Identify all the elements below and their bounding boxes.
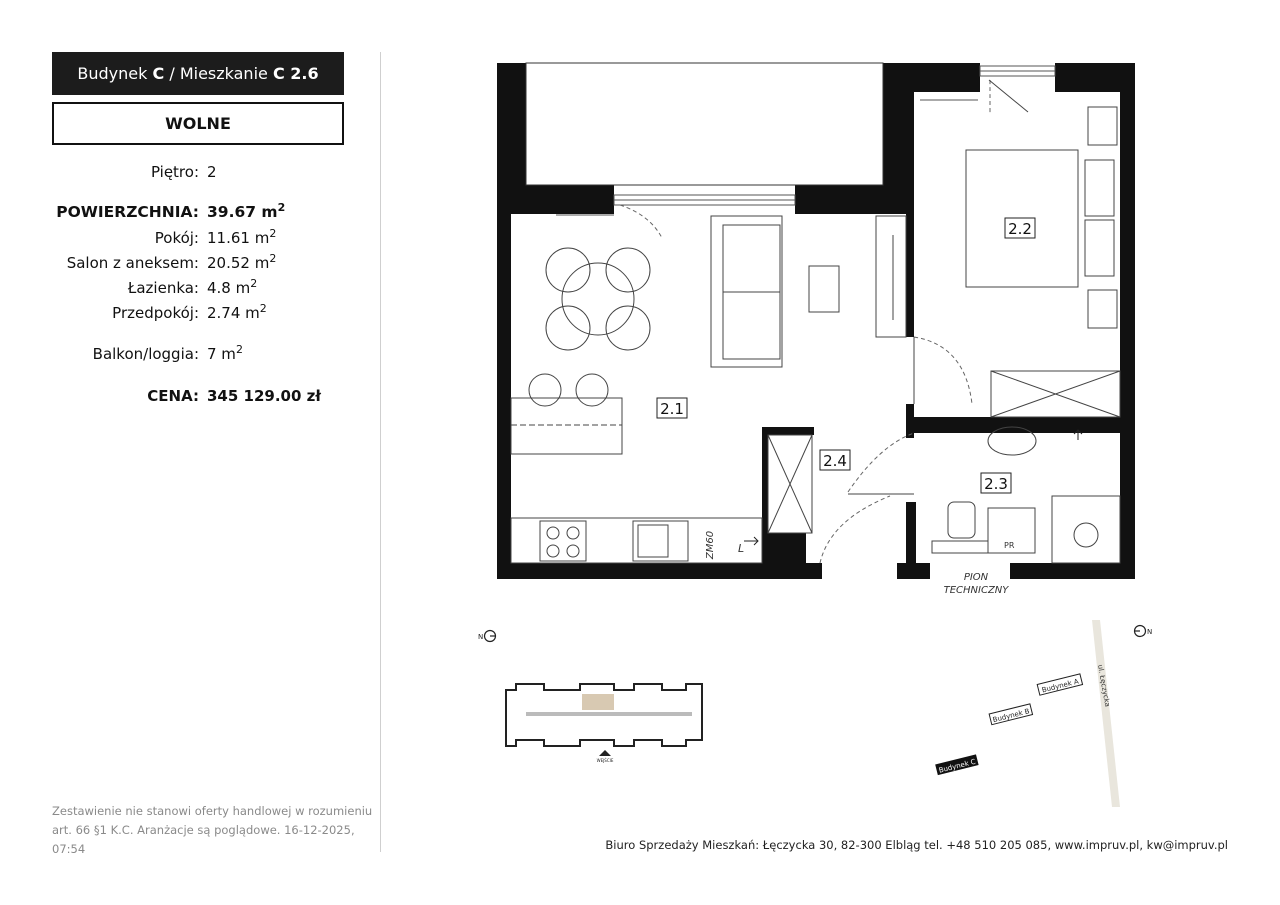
balcony-label: Balkon/loggia: [92,345,199,363]
price-value: 345 129.00 zł [207,387,321,405]
room-labels [657,218,1035,493]
area-unit-sup: 2 [277,200,286,214]
kitchen-counter [511,518,762,563]
building-prefix: Budynek [77,64,148,83]
pion-label-line1: PION [963,572,989,583]
building-c-label: Budynek C [937,757,977,775]
room-label-2-1: 2.1 [660,400,684,418]
building-b-label: Budynek B [991,707,1031,725]
room-unit-sup: 2 [259,302,267,315]
room-label: Łazienka: [127,279,199,297]
pr-label: PR [1004,541,1015,550]
room-value: 4.8 m [207,279,251,297]
room-unit-sup: 2 [269,252,277,265]
room-unit-sup: 2 [250,277,258,290]
sofa [711,216,839,367]
building-a-label: Budynek A [1041,677,1080,695]
room-label: Salon z aneksem: [66,254,199,272]
area-value: 39.67 m [207,203,278,221]
entrance-marker-icon [599,750,611,756]
site-map [920,615,1140,815]
floor-label: Piętro: [150,163,199,181]
apartment-prefix: Mieszkanie [179,64,268,83]
balcony-unit-sup: 2 [235,343,243,356]
apartment-id: C 2.6 [272,64,319,83]
room-label-2-2: 2.2 [1008,220,1032,238]
room-value: 20.52 m [207,254,270,272]
dining-table [546,248,650,350]
bathroom-fixtures [932,427,1120,563]
street [1092,620,1120,807]
price-label: CENA: [147,387,199,405]
building-id: C [152,64,165,83]
street-label: ul. Łęczycka [1096,663,1112,708]
room-label: Pokój: [154,229,199,247]
area-label: POWIERZCHNIA: [56,203,199,221]
compass-left-icon [478,628,500,644]
arrow-right-icon [744,537,758,545]
bed [966,107,1120,417]
hall-closet [768,435,812,533]
room-value: 11.61 m [207,229,270,247]
room-unit-sup: 2 [269,227,277,240]
room-label: Przedpokój: [112,304,199,322]
l-label: L [738,542,745,555]
zm-label: ZM60 [705,530,716,560]
status-badge: WOLNE [52,102,344,145]
title-separator: / [169,64,175,83]
key-plan-entrance-label: WEJŚCIE [596,758,614,763]
sales-office-footer: Biuro Sprzedaży Mieszkań: Łęczycka 30, 82-300 Elbląg tel. +48 510 205 085, www.impruv.pl, kw@impruv.pl [605,838,1228,852]
compass-left-letter: N [478,633,484,641]
highlighted-apartment [582,694,614,710]
compass-right-letter: N [1147,628,1153,636]
doors [620,80,990,563]
pion-label-line2: TECHNICZNY [943,585,1009,596]
floor-value: 2 [207,163,217,181]
outer-walls [497,63,1135,579]
room-value: 2.74 m [207,304,260,322]
floor-key-plan [496,680,722,766]
wardrobe [876,216,906,337]
room-label-2-3: 2.3 [984,475,1008,493]
kitchen-island [511,374,622,454]
disclaimer-text: Zestawienie nie stanowi oferty handlowej w rozumieniu art. 66 §1 K.C. Aranżacje są poglądowe. 16-12-2025, 07:54 [52,804,373,856]
balcony-value: 7 m [207,345,236,363]
balcony-area [526,63,883,185]
room-label-2-4: 2.4 [823,452,847,470]
